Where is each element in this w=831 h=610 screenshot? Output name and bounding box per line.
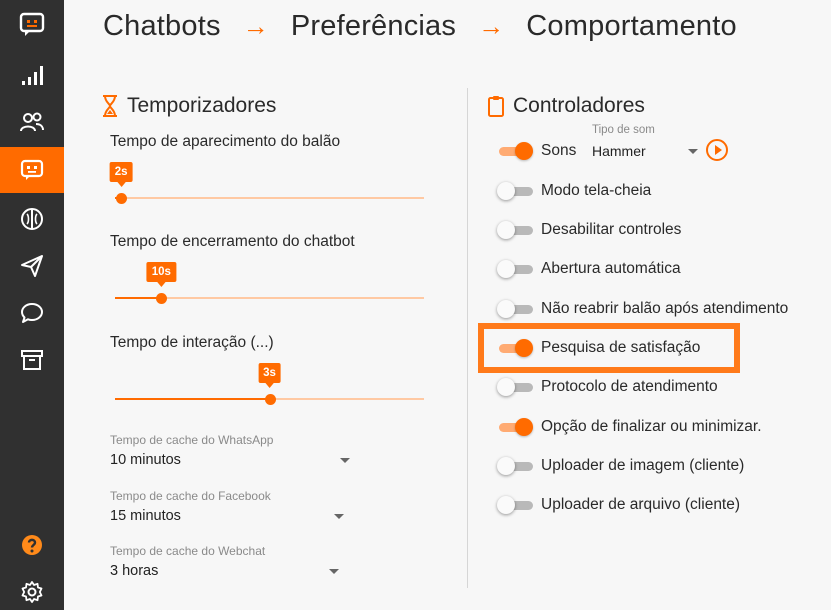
controllers-section-title [487, 94, 645, 118]
whatsapp-cache-select[interactable] [110, 433, 350, 468]
toggle-row-auto-open[interactable] [497, 256, 681, 282]
facebook-cache-select[interactable] [110, 489, 344, 524]
toggle-label: Protocolo de atendimento [541, 378, 718, 395]
toggle-row-protocol[interactable] [497, 374, 718, 400]
brain-icon[interactable] [0, 196, 64, 242]
slider-thumb[interactable] [116, 193, 127, 204]
webchat-cache-select[interactable] [110, 544, 339, 579]
slider-thumb[interactable] [265, 394, 276, 405]
toggle-switch[interactable] [497, 455, 535, 477]
caret-down-icon[interactable] [334, 514, 344, 519]
sound-type-label: Tipo de som [592, 124, 655, 136]
toggle-label: Uploader de arquivo (cliente) [541, 496, 741, 513]
caret-down-icon[interactable] [688, 149, 698, 154]
controllers-title: Controladores [513, 94, 645, 117]
breadcrumb [103, 6, 737, 46]
toggle-switch[interactable] [497, 337, 535, 359]
arrow-right-icon: → [478, 10, 505, 41]
toggle-row-finish-minimize[interactable] [497, 414, 762, 440]
slider-label: Tempo de aparecimento do balão [110, 133, 341, 150]
toggle-switch[interactable] [497, 298, 535, 320]
select-label: Tempo de cache do WhatsApp [110, 433, 274, 447]
slider-label: Tempo de interação (...) [110, 334, 274, 351]
toggle-switch[interactable] [497, 494, 535, 516]
select-value[interactable]: 15 minutos [110, 508, 181, 524]
toggle-switch[interactable] [497, 219, 535, 241]
send-icon[interactable] [0, 243, 64, 289]
slider-fill [115, 398, 270, 400]
toggle-row-disable-controls[interactable] [497, 217, 681, 243]
archive-icon[interactable] [0, 337, 64, 383]
message-bubble-icon[interactable] [0, 290, 64, 336]
toggle-label: Sons [541, 142, 577, 159]
slider-track[interactable] [115, 197, 424, 199]
select-label: Tempo de cache do Webchat [110, 544, 266, 558]
breadcrumb-preferences[interactable]: Preferências [290, 9, 457, 42]
toggle-switch[interactable] [497, 140, 535, 162]
toggle-switch[interactable] [497, 258, 535, 280]
slider-value-bubble: 3s [258, 363, 281, 383]
toggle-switch[interactable] [497, 376, 535, 398]
toggle-label: Abertura automática [541, 260, 681, 277]
column-divider [467, 88, 468, 588]
toggle-switch[interactable] [497, 180, 535, 202]
toggle-row-no-reopen[interactable] [497, 296, 788, 322]
toggle-row-satisfaction-survey[interactable] [497, 335, 700, 361]
signal-bars-icon[interactable] [0, 52, 64, 98]
hourglass-icon [101, 95, 119, 117]
toggle-row-image-uploader[interactable] [497, 453, 744, 479]
toggle-switch[interactable] [497, 416, 535, 438]
slider-value-bubble: 2s [110, 162, 133, 182]
clipboard-icon [487, 95, 505, 117]
breadcrumb-behavior: Comportamento [526, 9, 737, 42]
toggle-label: Não reabrir balão após atendimento [541, 300, 789, 317]
gear-icon[interactable] [0, 569, 64, 610]
toggle-label: Pesquisa de satisfação [541, 339, 701, 356]
sound-type-select[interactable]: Hammer [592, 143, 646, 159]
toggle-label: Opção de finalizar ou minimizar. [541, 418, 762, 435]
toggle-label: Desabilitar controles [541, 221, 682, 238]
slider-fill [115, 297, 161, 299]
select-value[interactable]: 10 minutos [110, 452, 181, 468]
play-sound-button[interactable] [706, 139, 728, 161]
timers-title: Temporizadores [127, 94, 277, 117]
toggle-label: Modo tela-cheia [541, 182, 652, 199]
chatbot-close-slider[interactable] [115, 266, 424, 308]
caret-down-icon[interactable] [329, 569, 339, 574]
caret-down-icon[interactable] [340, 458, 350, 463]
chatbot-icon[interactable] [0, 147, 64, 193]
sidebar [0, 0, 64, 610]
slider-label: Tempo de encerramento do chatbot [110, 233, 355, 250]
toggle-label: Uploader de imagem (cliente) [541, 457, 745, 474]
select-label: Tempo de cache do Facebook [110, 489, 271, 503]
select-value[interactable]: 3 horas [110, 563, 159, 579]
slider-thumb[interactable] [156, 293, 167, 304]
balloon-appear-slider[interactable] [114, 166, 424, 208]
timers-section-title [101, 94, 276, 118]
slider-value-bubble: 10s [147, 262, 176, 282]
breadcrumb-chatbots[interactable]: Chatbots [103, 9, 221, 42]
users-icon[interactable] [0, 99, 64, 145]
chat-logo-icon[interactable] [0, 2, 64, 48]
interaction-time-slider[interactable] [115, 367, 424, 409]
help-icon[interactable] [0, 522, 64, 568]
toggle-row-sounds[interactable] [497, 138, 576, 164]
arrow-right-icon: → [242, 10, 269, 41]
toggle-row-file-uploader[interactable] [497, 492, 740, 518]
toggle-row-fullscreen[interactable] [497, 178, 651, 204]
